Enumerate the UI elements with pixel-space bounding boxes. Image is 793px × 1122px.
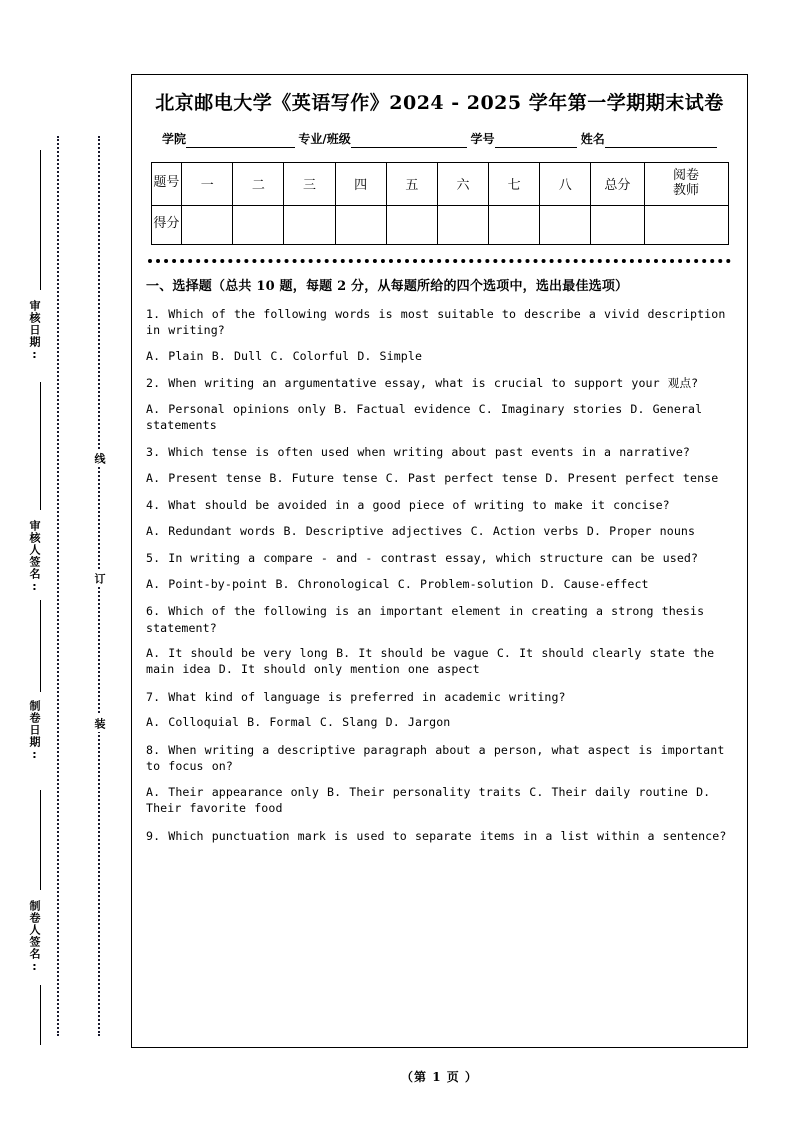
sidebar-rule-5 bbox=[40, 985, 41, 1045]
score-table-col-6: 六 bbox=[437, 162, 488, 205]
score-table-col-8: 八 bbox=[540, 162, 591, 205]
sidebar-label-paper-maker-sign: 制卷人签名: bbox=[28, 900, 41, 974]
exam-title: 北京邮电大学《英语写作》2024 - 2025 学年第一学期期末试卷 bbox=[155, 92, 724, 114]
question-stem: 9. Which punctuation mark is used to separate items in a list within a sentence? bbox=[146, 828, 727, 843]
question-item bbox=[146, 828, 735, 844]
sidebar-label-reviewer-sign: 审核人签名: bbox=[28, 520, 41, 594]
sidebar-rule-1 bbox=[40, 150, 41, 290]
binding-mark-line: 线 bbox=[91, 450, 107, 467]
question-item bbox=[146, 550, 735, 592]
question-options[interactable]: A. Redundant words B. Descriptive adjectives C. Action verbs D. Proper nouns bbox=[146, 523, 696, 538]
score-cell-8[interactable] bbox=[540, 205, 591, 244]
score-table-score-row bbox=[151, 205, 728, 244]
score-table-row-header-qnum: 题号 bbox=[151, 162, 182, 205]
sidebar-label-review-date: 审核日期: bbox=[28, 300, 41, 362]
sidebar-rule-3 bbox=[40, 600, 41, 692]
score-cell-grader[interactable] bbox=[644, 205, 728, 244]
info-label-college: 学院 bbox=[162, 131, 187, 146]
question-options[interactable]: A. Point-by-point B. Chronological C. Problem-solution D. Cause-effect bbox=[146, 576, 649, 591]
info-blank-name[interactable] bbox=[605, 134, 717, 148]
score-cell-5[interactable] bbox=[386, 205, 437, 244]
sidebar-label-paper-date: 制卷日期: bbox=[28, 700, 41, 762]
question-options[interactable]: A. Plain B. Dull C. Colorful D. Simple bbox=[146, 348, 423, 363]
sidebar-rule-2 bbox=[40, 382, 41, 510]
info-blank-college[interactable] bbox=[186, 134, 295, 148]
score-cell-1[interactable] bbox=[182, 205, 233, 244]
student-info-row bbox=[162, 130, 717, 148]
question-item bbox=[146, 306, 735, 364]
question-item bbox=[146, 689, 735, 731]
score-cell-total[interactable] bbox=[591, 205, 644, 244]
question-stem: 3. Which tense is often used when writing about past events in a narrative? bbox=[146, 445, 691, 460]
score-cell-2[interactable] bbox=[233, 205, 284, 244]
score-table bbox=[151, 162, 729, 245]
question-stem: 5. In writing a compare - and - contrast essay, which structure can be used? bbox=[146, 551, 699, 566]
score-cell-7[interactable] bbox=[489, 205, 540, 244]
question-stem: 4. What should be avoided in a good piece of writing to make it concise? bbox=[146, 498, 670, 513]
question-item bbox=[146, 444, 735, 486]
binding-mark-seal: 装 bbox=[91, 715, 107, 732]
question-item bbox=[146, 497, 735, 539]
score-table-row-header-score: 得分 bbox=[151, 205, 182, 244]
question-stem: 7. What kind of language is preferred in academic writing? bbox=[146, 689, 566, 704]
info-label-major-class: 专业/班级 bbox=[298, 131, 351, 146]
score-table-col-1: 一 bbox=[182, 162, 233, 205]
score-cell-3[interactable] bbox=[284, 205, 335, 244]
section-heading: 一、选择题（总共 10 题，每题 2 分，从每题所给的四个选项中，选出最佳选项） bbox=[146, 278, 629, 294]
section-divider bbox=[148, 259, 731, 263]
info-label-student-id: 学号 bbox=[470, 131, 495, 146]
question-stem: 6. Which of the following is an important element in creating a strong thesis statement? bbox=[146, 604, 705, 635]
question-item bbox=[146, 603, 735, 678]
question-options[interactable]: A. Their appearance only B. Their personality traits C. Their daily routine D. Their favorite food bbox=[146, 784, 711, 816]
question-options[interactable]: A. Colloquial B. Formal C. Slang D. Jargon bbox=[146, 715, 451, 730]
sidebar-rule-4 bbox=[40, 790, 41, 890]
score-table-col-4: 四 bbox=[335, 162, 386, 205]
question-stem: 2. When writing an argumentative essay, what is crucial to support your 观点? bbox=[146, 376, 699, 391]
score-table-col-total: 总分 bbox=[591, 162, 644, 205]
question-options[interactable]: A. It should be very long B. It should be vague C. It should clearly state the main idea D. It should only mention one aspect bbox=[146, 646, 715, 677]
score-cell-4[interactable] bbox=[335, 205, 386, 244]
binding-sidebar bbox=[0, 0, 131, 1122]
question-item bbox=[146, 375, 735, 433]
score-table-col-5: 五 bbox=[386, 162, 437, 205]
score-table-header-row bbox=[151, 162, 728, 205]
score-table-col-3: 三 bbox=[284, 162, 335, 205]
binding-mark-bind: 订 bbox=[91, 570, 107, 587]
score-table-col-grader: 阅卷 教师 bbox=[644, 162, 728, 205]
question-item bbox=[146, 742, 735, 817]
question-options[interactable]: A. Personal opinions only B. Factual evidence C. Imaginary stories D. General statements bbox=[146, 401, 703, 432]
info-label-name: 姓名 bbox=[580, 131, 605, 146]
question-options[interactable]: A. Present tense B. Future tense C. Past perfect tense D. Present perfect tense bbox=[146, 470, 719, 485]
sidebar-dotted-line-outer bbox=[57, 136, 59, 1036]
exam-sheet-frame bbox=[131, 74, 748, 1048]
info-blank-student-id[interactable] bbox=[495, 134, 577, 148]
page-footer: （第 1 页 ） bbox=[401, 1070, 478, 1084]
score-table-col-7: 七 bbox=[489, 162, 540, 205]
score-table-col-2: 二 bbox=[233, 162, 284, 205]
info-blank-major-class[interactable] bbox=[351, 134, 467, 148]
question-stem: 8. When writing a descriptive paragraph about a person, what aspect is important to focus on? bbox=[146, 742, 725, 774]
score-cell-6[interactable] bbox=[437, 205, 488, 244]
question-stem: 1. Which of the following words is most suitable to describe a vivid description in writing? bbox=[146, 306, 726, 338]
